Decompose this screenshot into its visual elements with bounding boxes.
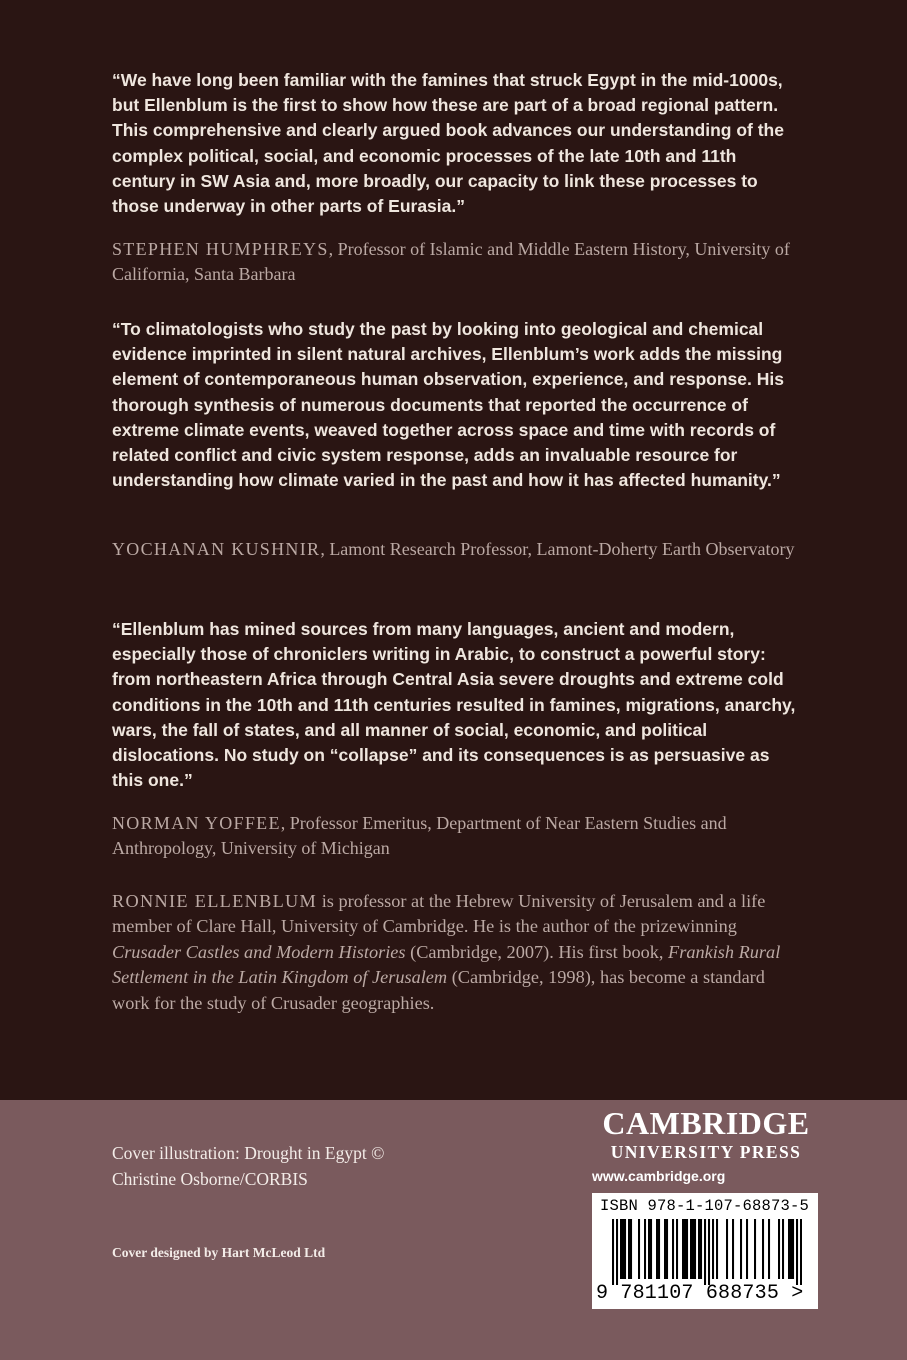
barcode-bar [796,1219,798,1285]
quote-yoffee: “Ellenblum has mined sources from many languages, ancient and modern, especially those of chroniclers writing in Arabic, to construct a powerful story: from northeastern Africa through Central Asia severe droughts and extreme cold conditions in the 10th and 11th centuries resulted in famines, migrations, anarchy, wars, the fall of states, and all manner of social, economic, and political dislocations. No study on “collapse” and its consequences is as persuasive as this one.” [112,619,796,791]
publisher-subtitle: UNIVERSITY PRESS [610,1142,802,1162]
attribution-kushnir [112,537,802,562]
barcode-bar [792,1219,794,1279]
attribution-affiliation: , Professor Emeritus, Department of Near Eastern Studies and Anthropology, University of Michigan [112,813,727,859]
barcode-bar [694,1219,696,1279]
barcode-bar [790,1219,792,1279]
attribution-humphreys [112,237,802,287]
barcode-image [612,1219,802,1285]
publisher-name: CAMBRIDGE [602,1105,810,1141]
barcode-bar [686,1219,688,1279]
barcode-number: 9 781107 688735 > [596,1282,804,1305]
bio-author-name: RONNIE ELLENBLUM [112,891,318,911]
barcode-bar [612,1219,614,1285]
barcode-bar [620,1219,622,1279]
barcode-bar [630,1219,632,1279]
barcode-bar [690,1219,692,1279]
barcode-bar [712,1219,714,1279]
barcode-bar [788,1219,790,1279]
barcode-bar [628,1219,630,1279]
barcode-bar [782,1219,784,1279]
barcode-bar [650,1219,652,1279]
barcode-bar [778,1219,780,1279]
barcode-bar [762,1219,764,1279]
barcode-bar [746,1219,748,1279]
author-bio [112,889,802,1016]
barcode-bar [682,1219,684,1279]
barcode-bar [666,1219,668,1279]
barcode-bar [708,1219,710,1285]
barcode-bar [616,1219,618,1285]
barcode-bar [768,1219,770,1279]
barcode-bar [656,1219,658,1279]
barcode-bar [664,1219,666,1279]
attribution-affiliation: , Lamont Research Professor, Lamont-Doherty Earth Observatory [320,539,795,559]
barcode-bar [658,1219,660,1279]
quote-humphreys: “We have long been familiar with the famines that struck Egypt in the mid-1000s, but Ellenblum is the first to show how these are part of a broad regional pattern. This comprehensive and clearly argued book advances our understanding of the complex political, social, and economic processes of the late 10th and 11th century in SW Asia and, more broadly, our capacity to link these processes to those underway in other parts of Eurasia.” [112,70,784,217]
attribution-yoffee [112,811,802,861]
barcode-bar [700,1219,702,1279]
cover-designer-credit: Cover designed by Hart McLeod Ltd [112,1245,326,1260]
attribution-author: YOCHANAN KUSHNIR [112,539,321,559]
barcode-bar [684,1219,686,1279]
isbn-label: ISBN 978-1-107-68873-5 [600,1197,810,1215]
bio-text-1: is professor at the Hebrew University of Jerusalem and a life member of Clare Hall, University of Cambridge. He is the author of the prizewinning [112,891,766,937]
cover-illustration-credit: Cover illustration: Drought in Egypt © Christine Osborne/CORBIS [112,1143,385,1189]
barcode-bar [716,1219,718,1279]
publisher-url: www.cambridge.org [592,1168,726,1184]
barcode-bar [732,1219,734,1279]
quote-kushnir: “To climatologists who study the past by looking into geological and chemical evidence imprinted in silent natural archives, Ellenblum’s work adds the missing element of contemporaneous human observation, experience, and response. His thorough synthesis of numerous documents that reported the occurrence of extreme climate events, weaved together across space and time with records of related conflict and civic system response, adds an invaluable resource for understanding how climate varied in the past and how it has affected humanity.” [112,319,784,491]
bio-text-3: (Cambridge, 1998), has become a standard work for the study of Crusader geographies. [112,967,765,1013]
bio-book-title-1: Crusader Castles and Modern Histories [112,941,406,962]
bio-text-2: (Cambridge, 2007). His first book, [405,941,669,962]
barcode-bar [740,1219,742,1279]
barcode-bar [800,1219,802,1285]
barcode-bar [704,1219,706,1285]
barcode-bar [672,1219,674,1279]
barcode-bar [622,1219,624,1279]
barcode-bar [624,1219,626,1279]
bio-book-title-2: Frankish Rural Settlement in the Latin Kingdom of Jerusalem [112,941,781,988]
barcode-panel [592,1193,818,1309]
barcode-bar [638,1219,640,1279]
barcode-bar [676,1219,678,1279]
barcode-bar [648,1219,650,1279]
barcode-bar [754,1219,756,1279]
barcode-bar [692,1219,694,1279]
barcode-bar [698,1219,700,1279]
attribution-affiliation: , Professor of Islamic and Middle Eastern History, University of California, Santa Barbara [112,239,790,285]
barcode-bar [726,1219,728,1279]
attribution-author: STEPHEN HUMPHREYS [112,239,329,259]
barcode-bar [644,1219,646,1279]
attribution-author: NORMAN YOFFEE [112,813,281,833]
